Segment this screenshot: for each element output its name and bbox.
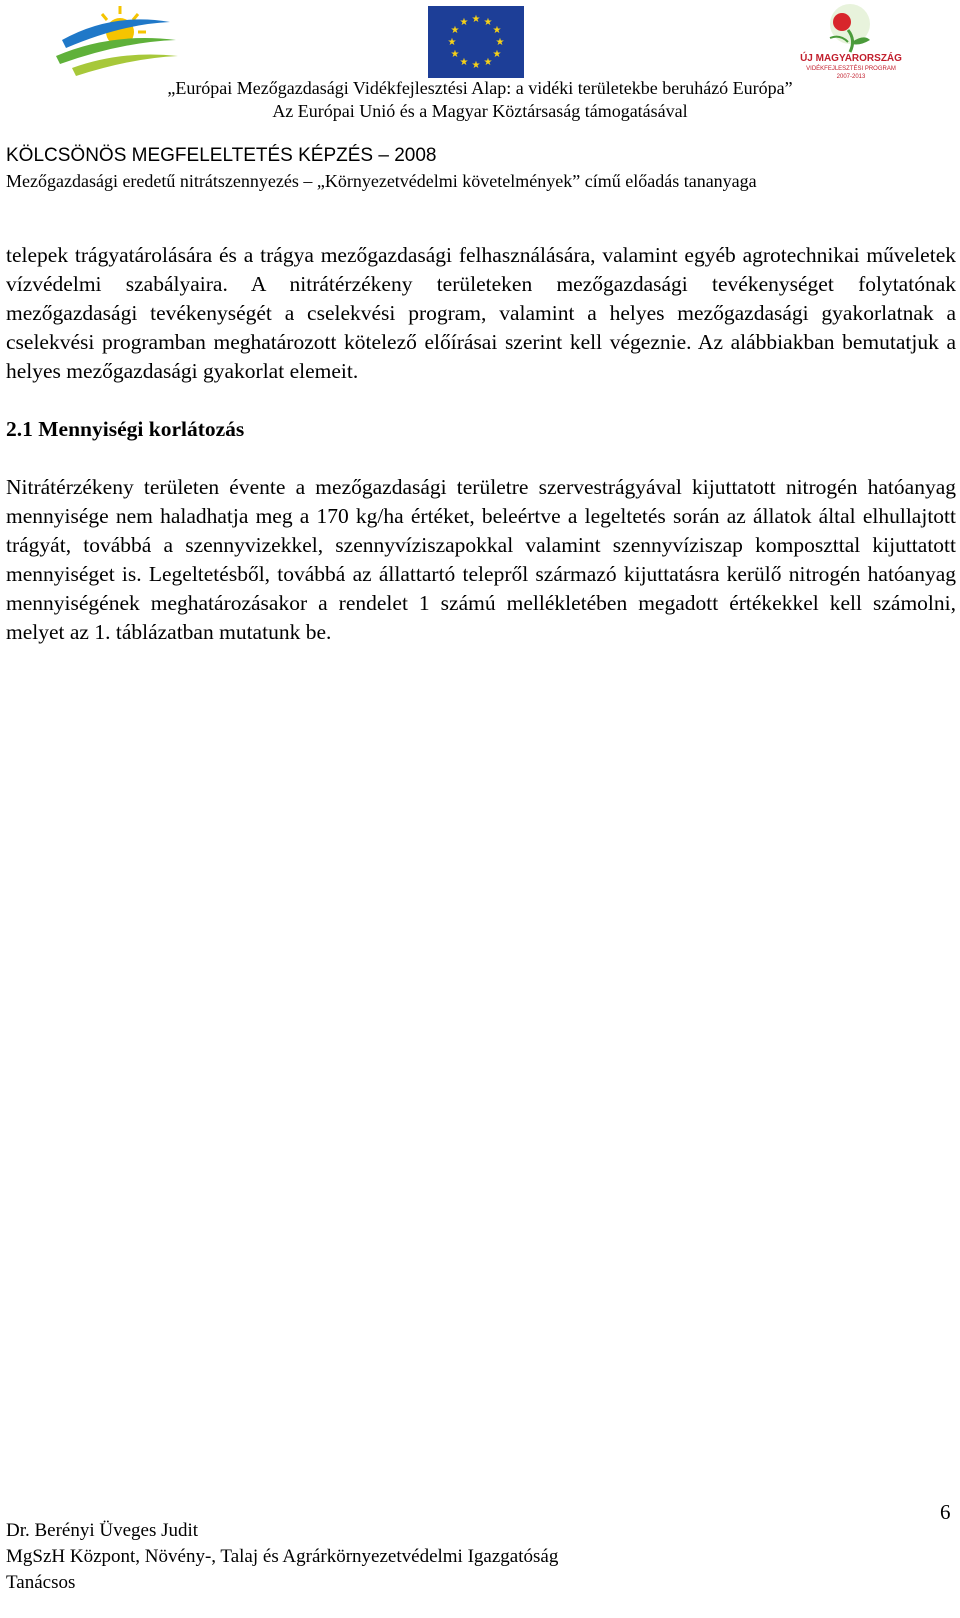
footer-organization: MgSzH Központ, Növény-, Talaj és Agrárkörnyezetvédelmi Igazgatóság	[6, 1546, 559, 1567]
svg-text:2007-2013: 2007-2013	[836, 74, 866, 80]
rural-development-sun-logo	[52, 2, 182, 78]
eu-flag-logo	[428, 6, 524, 78]
body-paragraph-1: telepek trágyatárolására és a trágya mezőgazdasági felhasználására, valamint egyéb agrotechnikai műveletek vízvédelmi szabályaira. A nitrátérzékeny területeken mezőgazdasági tevékenységet folytatónak mezőgazdasági tevékenységét a cselekvési program, valamint a helyes mezőgazdasági gyakorlatnak a cselekvési programban meghatározott kötelező előírásai szerint kell végeznie. Az alábbiakban bemutatjuk a helyes mezőgazdasági gyakorlat elemeit.	[6, 243, 956, 383]
svg-text:★: ★	[450, 25, 460, 36]
svg-text:★: ★	[492, 25, 502, 36]
svg-text:★: ★	[471, 14, 481, 25]
svg-text:★: ★	[459, 57, 469, 68]
footer-author: Dr. Berényi Üveges Judit	[6, 1520, 199, 1541]
section-heading: 2.1 Mennyiségi korlátozás	[6, 417, 245, 441]
svg-text:★: ★	[471, 60, 481, 71]
funding-line: „Európai Mezőgazdasági Vidékfejlesztési Alap: a vidéki területekbe beruházó Európa”	[167, 78, 793, 98]
svg-text:★: ★	[447, 37, 457, 48]
svg-text:ÚJ MAGYARORSZÁG: ÚJ MAGYARORSZÁG	[800, 53, 902, 64]
svg-text:★: ★	[495, 37, 505, 48]
uj-magyarorszag-logo	[800, 0, 902, 82]
page-number: 6	[940, 1500, 951, 1524]
svg-text:★: ★	[492, 49, 502, 60]
svg-text:★: ★	[483, 57, 493, 68]
svg-text:★: ★	[459, 17, 469, 28]
course-title: KÖLCSÖNÖS MEGFELELTETÉS KÉPZÉS – 2008	[6, 145, 437, 166]
footer-role: Tanácsos	[6, 1572, 76, 1593]
course-subject: Mezőgazdasági eredetű nitrátszennyezés – „Környezetvédelmi követelmények” című előadás tananyaga	[6, 171, 757, 191]
svg-text:VIDÉKFEJLESZTÉSI PROGRAM: VIDÉKFEJLESZTÉSI PROGRAM	[806, 66, 896, 72]
svg-text:★: ★	[450, 49, 460, 60]
svg-text:★: ★	[483, 17, 493, 28]
support-line: Az Európai Unió és a Magyar Köztársaság támogatásával	[272, 101, 688, 121]
body-paragraph-2: Nitrátérzékeny területen évente a mezőgazdasági területre szervestrágyával kijuttatott nitrogén hatóanyag mennyisége nem haladhatja meg a 170 kg/ha értéket, beleértve a legeltetés során az állatok által elhullajtott trágyát, továbbá a szennyvizekkel, szennyvíziszapokkal valamint szennyvíziszap komposzttal kijuttatott mennyiséget is. Legeltetésből, továbbá az állattartó telepről származó kijuttatásra kerülő nitrogén hatóanyag mennyiségének meghatározásakor a rendelet 1 számú mellékletében megadott értékekkel kell számolni, melyet az 1. táblázatban mutatunk be.	[6, 475, 956, 644]
